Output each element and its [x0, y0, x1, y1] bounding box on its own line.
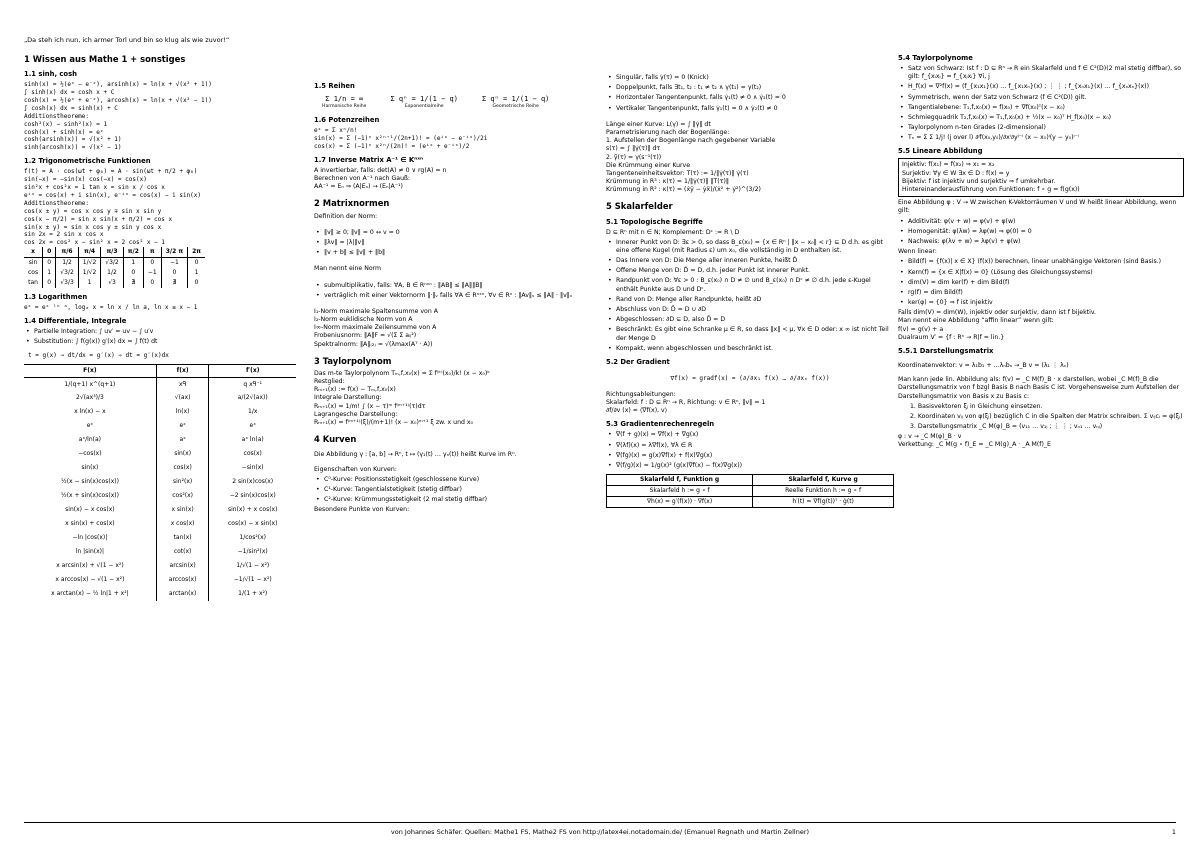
text-line: • Substitution: ∫ f(g(x)) g′(x) dx = ∫ f(t) dt — [24, 338, 296, 346]
text-line: • ∇(f/g)(x) = 1/g(x)² (g(x)∇f(x) − f(x)∇g(x)) — [606, 462, 894, 470]
mapping-properties-box — [898, 158, 1184, 197]
text-line: Integrale Darstellung: — [314, 394, 382, 402]
text-line: cosh(x) + sinh(x) = eˣ — [24, 128, 104, 136]
text-line: • Rand von D: Menge aller Randpunkte, heißt ∂D — [606, 296, 894, 304]
text-line: • ‖v‖ ≥ 0; ‖v‖ = 0 ↔ v = 0 — [314, 229, 594, 237]
table-header-cell: x — [24, 247, 43, 257]
integral-rules — [24, 328, 296, 346]
table-cell: 0 — [194, 259, 199, 267]
table-cell: x sin(x) + cos(x) — [24, 517, 156, 531]
table-row — [24, 531, 296, 545]
text-line: • ker(φ) = {0} ⇒ f ist injektiv — [898, 299, 1184, 307]
table-cell: aˣ — [156, 433, 209, 447]
table-cell: 1/2 — [101, 268, 123, 278]
table-cell: 0 — [161, 268, 187, 278]
text-line: Rₘ₊₁(x) := f(x) − Tₘ,f,x₀(x) — [314, 386, 396, 394]
text-line: • Tangentialebene: T₁,f,x₀(x) = f(x₀) + ∇f(x₀)ᵀ(x − x₀) — [898, 104, 1184, 112]
subsection-title: 5.2 Der Gradient — [606, 357, 670, 366]
table-row — [24, 405, 296, 419]
table-cell: 0 — [143, 258, 161, 268]
table-cell: Reelle Funktion h := g ∘ f — [753, 486, 894, 497]
subsection-title: 5.1 Topologische Begriffe — [606, 217, 703, 226]
table-row — [24, 545, 296, 559]
text-line: sin²x + cos²x = 1 tan x = sin x / cos x — [24, 184, 165, 191]
table-cell: sin(x) − x cos(x) — [24, 503, 156, 517]
table-cell: x arcsin(x) + √(1 − x²) — [24, 559, 156, 573]
table-cell: h′(t) = ∇f(g(t))ᵀ · ġ(t) — [753, 496, 894, 507]
text-line: • verträglich mit einer Vektornorm ‖·‖ᵥ falls ∀A ∈ Rⁿˣⁿ, ∀v ∈ Rⁿ : ‖Av‖ᵥ ≤ ‖A‖ · ‖v‖ᵥ — [314, 292, 594, 300]
text-line: ∂f/∂v (x) = ⟨∇f(x), v⟩ — [606, 407, 668, 415]
table-row — [24, 559, 296, 573]
table-cell: a/(2√(ax)) — [237, 394, 268, 402]
table-cell: 1 — [43, 268, 56, 278]
text-line: sin(−x) = −sin(x) cos(−x) = cos(x) — [24, 176, 147, 184]
table-cell: 1/(1 + x²) — [238, 590, 268, 598]
subsection-title: 5.4 Taylorpolynome — [898, 54, 973, 62]
text-line: 2. γ̃(τ) = γ(s⁻¹(τ)) — [606, 153, 662, 161]
text-line: sinh(x) = ½(eˣ − e⁻ˣ), arsinh(x) = ln(x + √(x² + 1)) — [24, 81, 212, 89]
table-cell: sin(x) — [156, 447, 209, 461]
table-cell: cos(x) — [243, 450, 262, 458]
text-line: • Satz von Schwarz: Ist f : D ⊆ Rⁿ → R ein Skalarfeld und f ∈ C²(D)(2 mal stetig diffbar), so gilt: f_{xᵢxⱼ} = f_{xⱼxᵢ} ∀i, j — [898, 65, 1184, 81]
power-series-block — [314, 127, 594, 151]
table-cell: 0 — [143, 278, 161, 288]
subsection-title: 1.6 Potenzreihen — [314, 116, 380, 125]
text-line: • ‖λv‖ = |λ|‖v‖ — [314, 239, 594, 247]
text-line: • Homogenität: φ(λw) = λφ(w) ⇒ φ(0) = 0 — [898, 228, 1184, 236]
antiderivative-table-body — [24, 377, 296, 601]
text-line: s(τ) = ∫ ‖γ̇(τ)‖ dτ — [606, 145, 661, 153]
text-line: • Tₙ = Σ Σ 1/j! (j over l) ∂ʲf(x₀,y₀)/∂xˡ∂yʲ⁻ˡ (x − x₀)ˡ(y − y₀)ʲ⁻ˡ — [898, 134, 1184, 142]
text-line: • Singulär, falls γ̇(τ) = 0 (Knick) — [606, 74, 894, 82]
table-cell: 1/2 — [56, 258, 78, 268]
table-header-cell: 0 — [43, 247, 56, 257]
curve-length-block — [606, 121, 894, 195]
text-line: Dualraum V′ = {f : Rⁿ → R|f = lin.} — [898, 333, 1005, 341]
substitution-formula: t = g(x) ⇒ dt/dx = g′(x) ⇒ dt = g′(x)dx — [28, 352, 169, 360]
series-row — [322, 95, 594, 110]
table-header-cell: f′(x) — [209, 365, 296, 378]
table-cell: √3 — [101, 278, 123, 288]
text-line: Restglied: — [314, 378, 345, 386]
column-3 — [606, 72, 894, 508]
text-line: sinh(arcosh(x)) = √(x² − 1) — [24, 144, 122, 152]
text-line: Additionstheoreme: — [24, 112, 90, 120]
header-quote: „Da steh ich nun, ich armer Torl und bin so klug als wie zuvor!“ — [24, 36, 230, 44]
table-cell: 2√(ax³)/3 — [24, 391, 156, 405]
gradient-rules — [606, 431, 894, 470]
table-row — [24, 517, 296, 531]
text-line: Richtungsableitungen: — [606, 390, 676, 398]
table-cell: √3/3 — [56, 278, 78, 288]
text-line: Surjektiv: ∀y ∈ W ∃x ∈ D : f(x) = y — [902, 169, 1010, 177]
table-row — [24, 587, 296, 601]
text-line: • Offene Menge von D: D̊ = D, d.h. jeder Punkt ist innerer Punkt. — [606, 267, 894, 275]
text-line: sin 2x = 2 sin x cos x — [24, 231, 104, 239]
table-cell: arccos(x) — [156, 573, 209, 587]
section-title: 5 Skalarfelder — [606, 201, 673, 212]
text-line: • Taylorpolynom n-ten Grades (2-dimensional) — [898, 124, 1184, 132]
table-cell: x cos(x) — [156, 517, 209, 531]
subsection-title: 1.5 Reihen — [314, 82, 355, 90]
table-cell: x arccos(x) − √(1 − x²) — [24, 573, 156, 587]
linear-map-properties — [898, 218, 1184, 247]
table-cell: 1/cos²(x) — [239, 534, 266, 542]
table-cell: eˣ — [24, 419, 156, 433]
curve-definition: Die Abbildung γ : [a, b] → Rⁿ, t ↦ (γ₁(t) … γₙ(t)) heißt Kurve im Rⁿ. — [314, 451, 517, 459]
table-header-cell: f(x) — [156, 365, 209, 378]
table-header-cell: π/3 — [101, 247, 123, 257]
table-cell: 1/√2 — [78, 268, 100, 278]
text-line: • Beschränkt: Es gibt eine Schranke μ ∈ R, so dass ‖x‖ < μ, ∀x ∈ D oder: x ∞ ist nicht Teil der Menge D — [606, 326, 894, 342]
table-cell: q xᑫ⁻¹ — [243, 380, 263, 388]
table-cell: ∄ — [123, 278, 143, 288]
text-line: • submultiplikativ, falls: ∀A, B ∈ Rⁿˣⁿ : ‖AB‖ ≤ ‖A‖‖B‖ — [314, 282, 594, 290]
text-line: • Doppelpunkt, falls ∃t₁, t₂ : t₁ ≠ t₂ ∧ γ(t₁) = γ(t₂) — [606, 84, 894, 92]
table-cell: 0 — [43, 258, 56, 268]
linear-map-definition: Eine Abbildung φ : V → W zwischen K-Vektorräumen V und W heißt linear Abbildung, wenn gilt: — [898, 199, 1177, 215]
text-line: sin(x ± y) = sin x cos y ± sin y cos x — [24, 223, 162, 231]
table-cell: tan — [24, 278, 43, 288]
directional-derivative-block — [606, 391, 894, 416]
table-cell: −1 — [161, 258, 187, 268]
table-cell: aˣ/ln(a) — [24, 433, 156, 447]
subsection-title: 1.1 sinh, cosh — [24, 70, 77, 79]
table-cell: ln |sin(x)| — [24, 545, 156, 559]
composition-block — [898, 433, 1184, 449]
table-cell: 1/(q+1) x^(q+1) — [24, 377, 156, 391]
text-line: • H_f(x) = ∇²f(x) = (f_{x₁x₁}(x) … f_{x₁xₙ}(x) ; ⋮ ⋮ ; f_{xₙx₁}(x) … f_{xₙxₙ}(x)) — [898, 83, 1184, 91]
text-line: eⁱˣ = cos(x) + i sin(x), e⁻ⁱˣ = cos(x) − i sin(x) — [24, 191, 202, 199]
section-title: 2 Matrixnormen — [314, 198, 390, 209]
curve-properties — [314, 476, 594, 505]
table-row — [24, 278, 205, 288]
table-header-cell: π/6 — [56, 247, 78, 257]
table-row — [607, 496, 894, 507]
text-line: Das m-te Taylorpolynom Tₘ,f,x₀(x) = Σ f⁽ᵏ⁾(x₀)/k! (x − x₀)ᵏ — [314, 369, 490, 377]
text-line: AA⁻¹ = Eₙ ⇒ (A|Eₙ) → (Eₙ|A⁻¹) — [314, 183, 403, 191]
text-line: cos(x − π/2) = sin x sin(x + π/2) = cos x — [24, 215, 173, 223]
table-row — [24, 377, 296, 391]
table-row — [24, 447, 296, 461]
subsection-title: 1.7 Inverse Matrix A⁻¹ ∈ Kⁿˣⁿ — [314, 155, 424, 164]
text-line: 3. Darstellungsmatrix _C M(φ)_B = (v₁₁ … v₁ⱼ ; ⋮ ⋮ ; vₙ₁ … vₙⱼ) — [910, 423, 1103, 431]
table-cell: x sin(x) — [156, 503, 209, 517]
table-cell: ln(x) — [156, 405, 209, 419]
text-line: • Kompakt, wenn abgeschlossen und beschränkt ist. — [606, 345, 894, 353]
table-cell: x arctan(x) − ½ ln|1 + x²| — [24, 587, 156, 601]
table-row — [24, 503, 296, 517]
text-line: Krümmung in R² : κ(τ) = (ẋÿ − ẏẍ)/(ẋ² + ẏ²)^(3/2) — [606, 186, 761, 194]
table-cell: eˣ — [249, 422, 256, 430]
table-cell: 1/√(1 − x²) — [236, 562, 270, 570]
text-line: Rₘ₊₁(x) = 1/m! ∫ (x − τ)ᵐ f⁽ᵐ⁺¹⁾(τ)dτ — [314, 402, 426, 410]
table-cell: 1/√2 — [78, 258, 100, 268]
table-row — [24, 489, 296, 503]
chain-rule-table-body — [607, 486, 894, 508]
text-line: 1. Basisvektoren ξⱼ in Gleichung einsetzen. — [910, 402, 1043, 410]
special-points-label: Besondere Punkte von Kurven: — [314, 506, 410, 514]
text-line: Spektralnorm: ‖A‖₍₂₎ = √(λmax(Aᵀ · A)) — [314, 340, 433, 348]
footer-divider — [24, 822, 1176, 823]
page-number: 1 — [1171, 828, 1176, 836]
special-points-list — [606, 74, 894, 113]
table-cell: 1 — [123, 258, 143, 268]
trig-table-body — [24, 258, 205, 288]
table-cell: −2 sin(x)cos(x) — [229, 492, 276, 500]
text-line: • Kern(f) = {x ∈ X|f(x) = 0} (Lösung des Gleichungssystems) — [898, 269, 1184, 277]
text-line: • Das Innere von D: Die Menge aller inneren Punkte, heißt D̊ — [606, 257, 894, 265]
text-line: • Schmiegquadrik T₂,f,x₀(x) = T₁,f,x₀(x) + ½(x − x₀)ᵀ H_f(x₀)(x − x₀) — [898, 114, 1184, 122]
text-line: cos(x ± y) = cos x cos y ∓ sin x sin y — [24, 207, 162, 215]
text-line: I₁-Norm maximale Spaltensumme von A — [314, 307, 438, 315]
text-line: f(t) = A · cos(ωt + φ₀) = A · sin(ωt + π/2 + φ₀) — [24, 168, 198, 176]
gradient-formula: ∇f(x) = gradf(x) = (∂/∂x₁ f(x) … ∂/∂xₙ f(x)) — [670, 374, 830, 382]
table-cell: aˣ ln(a) — [241, 436, 264, 444]
text-line: I∞-Norm maximale Zeilensumme von A — [314, 324, 437, 332]
table-cell: xᑫ — [156, 377, 209, 391]
section-title: 4 Kurven — [314, 434, 357, 445]
table-header-cell: F(x) — [24, 365, 156, 378]
column-4 — [898, 54, 1184, 450]
text-line: ∫ sinh(x) dx = cosh x + C — [24, 88, 115, 96]
topology-terms — [606, 239, 894, 353]
table-cell: arcsin(x) — [156, 559, 209, 573]
representation-matrix-text: Man kann jede lin. Abbildung als: f(v) = _C M(f)_B · x darstellen, wobei _C M(f)_B die Darstellungsmatrix von f bzgl Basis B nach Basis C ist. Vorgehensweise zum Aufstellen der Darstellungsmatrix von Basis x zu Basis c: — [898, 376, 1180, 400]
table-header-row — [607, 475, 894, 486]
text-line: • ‖v + b‖ ≤ ‖v‖ + ‖b‖ — [314, 249, 594, 257]
taylor-polynomials-list — [898, 65, 1184, 143]
table-cell: 0 — [123, 268, 143, 278]
taylor-block — [314, 370, 594, 427]
table-cell: cos — [24, 268, 43, 278]
table-cell: sin(x) — [24, 461, 156, 475]
text-line: Berechnen von A⁻¹ nach Gauß: — [314, 175, 410, 183]
text-line: • dim(V) = dim ker(f) + dim Bild(f) — [898, 279, 1184, 287]
text-line: ∫ cosh(x) dx = sinh(x) + C — [24, 104, 118, 112]
table-header-cell: π/4 — [78, 247, 100, 257]
table-cell: sin(x) + x cos(x) — [227, 506, 278, 514]
series-geometric: Σ qⁿ = 1/(1 − q) Geometrische Reihe — [481, 94, 550, 110]
text-line: • C²-Kurve: Krümmungsstetigkeit (2 mal stetig diffbar) — [314, 496, 594, 504]
table-cell: −1/sin²(x) — [237, 548, 268, 556]
text-line: • C¹-Kurve: Tangentialstetigkeit (stetig diffbar) — [314, 486, 594, 494]
table-row — [24, 433, 296, 447]
table-cell: 1/x — [248, 408, 258, 416]
text-line: A invertierbar, falls: det(A) ≠ 0 ∨ rg(A) = n — [314, 166, 447, 174]
table-row — [24, 419, 296, 433]
affine-block — [898, 309, 1184, 342]
trig-values-table — [24, 247, 205, 288]
text-line: • Additivität: φ(v + w) = φ(v) + φ(w) — [898, 218, 1184, 226]
table-cell: cos²(x) — [156, 489, 209, 503]
text-line: f(v) = g(v) + a — [898, 325, 944, 333]
table-row — [24, 461, 296, 475]
table-cell: ½(x − sin(x)cos(x)) — [24, 475, 156, 489]
table-row — [24, 573, 296, 587]
text-line: • Partielle Integration: ∫ uv′ = uv − ∫ u′v — [24, 328, 296, 336]
text-line: 2. Koordinaten vᵢⱼ von φ(ξⱼ) bezüglich C in die Spalten der Matrix schreiben. Σ vᵢⱼcᵢ = φ(ξⱼ) — [910, 412, 1183, 420]
text-line: • Randpunkt von D: ∀ε > 0 : B_ε(x₀) ∩ D ≠ ∅ und B_ε(x₀) ∩ Dᶜ ≠ ∅ d.h. jede ε-Kugel enthält Punkte aus D und Dᶜ. — [606, 277, 894, 293]
text-line: • ∇(λf)(x) = λ∇f(x), ∀λ ∈ R — [606, 442, 894, 450]
series-exponential: Σ qⁿ = 1/(1 − q) Exponentialreihe — [390, 94, 458, 110]
trig-block — [24, 168, 296, 247]
text-line: φ : v → _C M(φ)_B · v — [898, 433, 962, 441]
text-line: Die Krümmung einer Kurve — [606, 161, 691, 169]
text-line: cosh²(x) − sinh²(x) = 1 — [24, 120, 108, 128]
subsection-title: 5.3 Gradientenrechenregeln — [606, 420, 715, 429]
representation-steps — [898, 403, 1184, 432]
norm-properties — [314, 282, 594, 300]
table-cell: −cos(x) — [24, 447, 156, 461]
table-cell: −ln |cos(x)| — [24, 531, 156, 545]
text-line: eˣ = Σ xⁿ/n! — [314, 127, 358, 135]
table-cell: ½(x + sin(x)cos(x)) — [24, 489, 156, 503]
table-header-cell: 2π — [188, 247, 205, 257]
chain-rule-table — [606, 474, 894, 508]
text-line: 1. Aufstellen der Bogenlänge nach gegebener Variable — [606, 137, 776, 145]
text-line: Tangenteneinheitsvektor: T(τ) := 1/‖γ̇(τ)‖ γ̇(τ) — [606, 169, 749, 177]
antiderivative-table — [24, 364, 296, 601]
inverse-matrix-block — [314, 167, 594, 192]
text-line: • C⁰-Kurve: Positionsstetigkeit (geschlossene Kurve) — [314, 476, 594, 484]
table-cell: −1 — [143, 268, 161, 278]
text-line: Man nennt eine Abbildung “affin linear” wenn gilt: — [898, 317, 1054, 325]
log-formula: eˣ = eˣ ˡⁿ ᵃ, logₐ x = ln x / ln a, ln x ≤ x − 1 — [24, 303, 198, 311]
text-line: Injektiv: f(x₁) = f(x₂) ⇒ x₁ = x₂ — [902, 161, 995, 169]
subsection-title: 5.5.1 Darstellungsmatrix — [898, 347, 994, 355]
table-cell: ∄ — [161, 278, 187, 288]
series-harmonic: Σ 1/n = ∞ Harmonische Reihe — [322, 94, 367, 110]
norm-types — [314, 308, 594, 349]
table-cell: 1 — [78, 278, 100, 288]
text-line: Additionstheoreme: — [24, 199, 90, 207]
column-2 — [314, 82, 594, 514]
coordinate-vector: Koordinatenvektor: v = λ₁b₁ + …λₙbₙ →_B v = (λ₁ ⋮ λₙ) — [898, 361, 1069, 369]
table-row — [24, 268, 205, 278]
norm-definition-label: Definition der Norm: — [314, 212, 378, 220]
subsection-title: 5.5 Lineare Abbildung — [898, 147, 983, 156]
text-line: • ∇(f + g)(x) = ∇f(x) + ∇g(x) — [606, 431, 894, 439]
table-cell: cot(x) — [156, 545, 209, 559]
text-line: • ∇(fg)(x) = g(x)∇f(x) + f(x)∇g(x) — [606, 452, 894, 460]
text-line: Hintereinanderausführung von Funktionen: f ∘ g = f(g(x)) — [902, 186, 1080, 193]
table-header-cell: Skalarfeld f, Kurve g — [753, 475, 894, 486]
text-line: • Innerer Punkt von D: ∃ε > 0, so dass B_ε(x₀) = {x ∈ Rⁿ | ‖x − x₀‖ < r} ⊆ D d.h. es gibt eine offene Kugel (mit Radius ε) um x₀, die vollständig in D enthalten ist. — [606, 239, 894, 255]
column-1 — [24, 54, 296, 601]
text-line: • Abschluss von D: D̄ = D ∪ ∂D — [606, 306, 894, 314]
subsection-title: 1.3 Logarithmen — [24, 292, 88, 301]
table-cell: √3/2 — [101, 258, 123, 268]
if-linear-label: Wenn linear: — [898, 248, 937, 256]
table-cell: 1 — [194, 269, 199, 277]
text-line: • Symmetrisch, wenn der Satz von Schwarz (f ∈ C²(D)) gilt. — [898, 94, 1184, 102]
table-cell: √3/2 — [56, 268, 78, 278]
table-cell: −1/√(1 − x²) — [233, 576, 272, 584]
table-cell: √(ax) — [156, 391, 209, 405]
table-cell: cos(x) − x sin(x) — [227, 520, 278, 528]
table-cell: tan(x) — [156, 531, 209, 545]
table-row — [607, 486, 894, 497]
text-line: • Abgeschlossen: ∂D ⊆ D, also D̄ = D — [606, 316, 894, 324]
table-header-row — [24, 365, 296, 378]
text-line: • Bild(f) = {f(x)| x ∈ X} (f(x)) berechnen, linear unabhängige Vektoren (sind Basis.) — [898, 258, 1184, 266]
text-line: • Horizontaler Tangentenpunkt, falls γ̇₁(t) ≠ 0 ∧ γ̇₂(t) = 0 — [606, 94, 894, 102]
text-line: I₂-Norm euklidische Norm von A — [314, 316, 413, 324]
subsection-title: 1.2 Trigonometrische Funktionen — [24, 157, 151, 166]
norm-axioms — [314, 229, 594, 258]
table-cell: x ln(x) − x — [24, 405, 156, 419]
text-line: Falls dim(V) = dim(W), injektiv oder surjektiv, dann ist f bijektiv. — [898, 309, 1096, 317]
table-row — [24, 391, 296, 405]
text-line: Bijektiv: f ist injektiv und surjektiv ⇒ f umkehrbar. — [902, 177, 1056, 185]
table-cell: 0 — [43, 278, 56, 288]
footer-credits: von Johannes Schäfer. Quellen: Mathe1 FS, Mathe2 FS von http://latex4ei.notadomain.de/ (Emanuel Regnath und Martin Zellner) — [390, 828, 810, 836]
subsection-title: 1.4 Differentiale, Integrale — [24, 316, 127, 325]
text-line: Verkettung: _C M(g ∘ f)_E = _C M(g)_A · _A M(f)_E — [898, 441, 1051, 449]
text-line: • rg(f) = dim Bild(f) — [898, 289, 1184, 297]
table-header-cell: π/2 — [123, 247, 143, 257]
table-cell: arctan(x) — [156, 587, 209, 601]
text-line: sin(x) = Σ (−1)ⁿ x²ⁿ⁺¹/(2n+1)! = (eⁱˣ − e⁻ⁱˣ)/2i — [314, 135, 488, 143]
curve-properties-label: Eigenschaften von Kurven: — [314, 465, 397, 473]
text-line: Skalarfeld: f : D ⊆ Rⁿ → R, Richtung: v ∈ Rⁿ, ‖v‖ = 1 — [606, 399, 766, 406]
linear-map-facts — [898, 258, 1184, 307]
table-header-cell: 3/2 π — [161, 247, 187, 257]
table-cell: 0 — [194, 278, 199, 286]
text-line: • Vertikaler Tangentenpunkt, falls γ̇₁(t) = 0 ∧ γ̇₂(t) ≠ 0 — [606, 105, 894, 113]
text-line: cos(x) = Σ (−1)ⁿ x²ⁿ/(2n)! = (eⁱˣ + e⁻ⁱˣ)/2 — [314, 143, 470, 151]
text-line: Rₘ₊₁(x) = f⁽ᵐ⁺¹⁾(ξ)/(m+1)! (x − x₀)ᵐ⁺¹ ξ zw. x und x₀ — [314, 419, 474, 427]
text-line: Parametrisierung nach der Bogenlänge: — [606, 128, 730, 136]
section-title: 1 Wissen aus Mathe 1 + sonstiges — [24, 54, 186, 64]
sinh-cosh-block — [24, 81, 296, 152]
complement-definition: D ⊆ Rⁿ mit n ∈ N; Komplement: Dᶜ := R \ D — [606, 228, 740, 236]
table-cell: 2 sin(x)cos(x) — [232, 478, 274, 486]
table-cell: eˣ — [156, 419, 209, 433]
text-line: cosh(x) = ½(eˣ + e⁻ˣ), arcosh(x) = ln(x + √(x² − 1)) — [24, 96, 212, 104]
section-title: 3 Taylorpolynom — [314, 355, 392, 366]
table-cell: Skalarfeld h := g ∘ f — [607, 486, 753, 497]
table-cell: −sin(x) — [241, 464, 264, 472]
table-header-cell: π — [143, 247, 161, 257]
text-line: Lagrangesche Darstellung: — [314, 410, 398, 418]
table-cell: sin²(x) — [156, 475, 209, 489]
table-row — [24, 258, 205, 268]
text-line: cosh(arsinh(x)) = √(x² + 1) — [24, 136, 122, 144]
table-cell: ∇h(x) = g′(f(x)) · ∇f(x) — [607, 496, 753, 507]
table-header-row — [24, 247, 205, 257]
text-line: cos 2x = cos² x − sin² x = 2 cos² x − 1 — [24, 239, 165, 247]
table-cell: sin — [24, 258, 43, 268]
table-header-cell: Skalarfeld f, Funktion g — [607, 475, 753, 486]
table-cell: cos(x) — [156, 461, 209, 475]
table-row — [24, 475, 296, 489]
text-line: Länge einer Kurve: L(γ) = ∫ ‖γ̇‖ dt — [606, 120, 711, 128]
text-line: Krümmung in R³ : κ(τ) = 1/‖γ̇(τ)‖ ‖Ṫ(τ)‖ — [606, 178, 729, 186]
text-line: • Nachweis: φ(λv + w) = λφ(v) + φ(w) — [898, 238, 1184, 246]
norm-called-label: Man nennt eine Norm — [314, 265, 382, 273]
text-line: Frobeniusnorm: ‖A‖F = √(Σ Σ aᵢⱼ²) — [314, 332, 417, 340]
